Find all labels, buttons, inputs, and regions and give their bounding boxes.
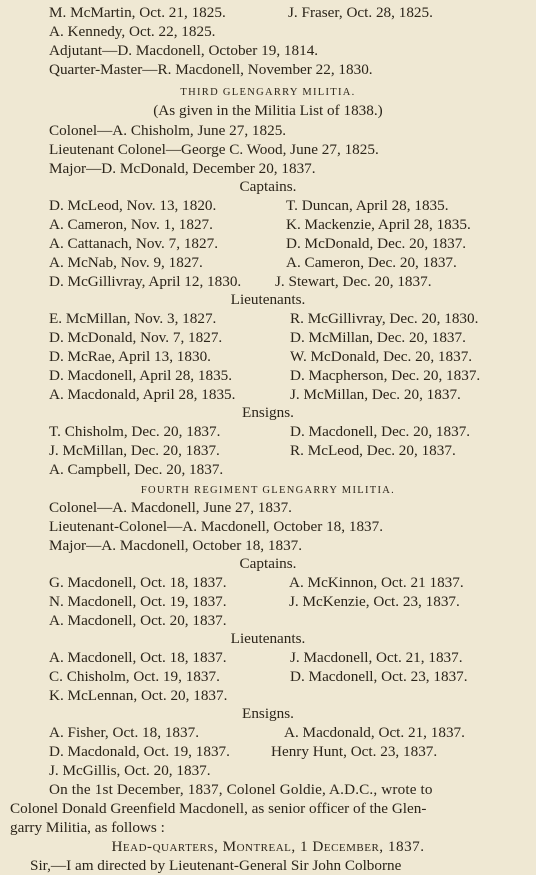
section-heading: THIRD GLENGARRY MILITIA.: [180, 87, 356, 98]
text-line: A. Cameron, Nov. 1, 1827.: [49, 216, 213, 233]
text-line: G. Macdonell, Oct. 18, 1837.: [49, 574, 227, 591]
letter-header: Head-quarters, Montreal, 1 December, 1837.: [111, 838, 425, 855]
text-line: A. McNab, Nov. 9, 1827.: [49, 254, 203, 271]
text-line-right: J. McKenzie, Oct. 23, 1837.: [289, 593, 460, 610]
text-line-right: T. Duncan, April 28, 1835.: [286, 197, 449, 214]
text-line-right: J. McMillan, Dec. 20, 1837.: [290, 386, 461, 403]
text-line: D. Macdonell, April 28, 1835.: [49, 367, 233, 384]
text-line: D. McLeod, Nov. 13, 1820.: [49, 197, 217, 214]
text-line: Adjutant—D. Macdonell, October 19, 1814.: [49, 42, 319, 59]
text-line: A. Campbell, Dec. 20, 1837.: [49, 461, 224, 478]
text-line: A. Macdonell, Oct. 20, 1837.: [49, 612, 227, 629]
text-line-right: D. McMillan, Dec. 20, 1837.: [290, 329, 466, 346]
text-line: Colonel—A. Chisholm, June 27, 1825.: [49, 122, 287, 139]
text-line-right: D. McDonald, Dec. 20, 1837.: [286, 235, 467, 252]
text-line: D. Macdonald, Oct. 19, 1837.: [49, 743, 230, 760]
section-subheading: (As given in the Militia List of 1838.): [153, 102, 383, 119]
text-line-right: D. Macdonell, Dec. 20, 1837.: [290, 423, 471, 440]
rank-heading: Ensigns.: [242, 705, 294, 722]
paragraph-line: On the 1st December, 1837, Colonel Goldie, A.D.C., wrote to: [49, 781, 433, 798]
text-line-right: D. Macdonell, Oct. 23, 1837.: [290, 668, 468, 685]
paragraph-line: garry Militia, as follows :: [10, 819, 165, 836]
text-line-right: A. Cameron, Dec. 20, 1837.: [286, 254, 457, 271]
text-line-right: J. Macdonell, Oct. 21, 1837.: [290, 649, 463, 666]
text-line: Major—A. Macdonell, October 18, 1837.: [49, 537, 303, 554]
text-line: J. McGillis, Oct. 20, 1837.: [49, 762, 211, 779]
section-heading: FOURTH REGIMENT GLENGARRY MILITIA.: [140, 485, 396, 496]
text-line: A. Fisher, Oct. 18, 1837.: [49, 724, 199, 741]
text-line: T. Chisholm, Dec. 20, 1837.: [49, 423, 221, 440]
text-line-right: D. Macpherson, Dec. 20, 1837.: [290, 367, 481, 384]
text-line: K. McLennan, Oct. 20, 1837.: [49, 687, 228, 704]
text-line: Lieutenant-Colonel—A. Macdonell, October 18, 1837.: [49, 518, 384, 535]
text-line-right: A. Macdonald, Oct. 21, 1837.: [284, 724, 465, 741]
text-line-right: K. Mackenzie, April 28, 1835.: [286, 216, 471, 233]
text-line: E. McMillan, Nov. 3, 1827.: [49, 310, 217, 327]
text-line: Lieutenant Colonel—George C. Wood, June 27, 1825.: [49, 141, 379, 158]
text-line-right: W. McDonald, Dec. 20, 1837.: [290, 348, 473, 365]
text-line: A. Macdonell, Oct. 18, 1837.: [49, 649, 227, 666]
text-line: A. Macdonald, April 28, 1835.: [49, 386, 236, 403]
text-line: A. Cattanach, Nov. 7, 1827.: [49, 235, 218, 252]
text-line-right: Henry Hunt, Oct. 23, 1837.: [271, 743, 438, 760]
letter-line: Sir,—I am directed by Lieutenant-General Sir John Colborne: [30, 857, 402, 874]
text-line-right: J. Stewart, Dec. 20, 1837.: [275, 273, 432, 290]
text-line: D. McRae, April 13, 1830.: [49, 348, 211, 365]
rank-heading: Captains.: [239, 555, 297, 572]
text-line: M. McMartin, Oct. 21, 1825.: [49, 4, 226, 21]
paragraph-line: Colonel Donald Greenfield Macdonell, as senior officer of the Glen-: [10, 800, 427, 817]
text-line-right: J. Fraser, Oct. 28, 1825.: [288, 4, 433, 21]
rank-heading: Lieutenants.: [230, 291, 306, 308]
rank-heading: Captains.: [239, 178, 297, 195]
text-line-right: R. McGillivray, Dec. 20, 1830.: [290, 310, 479, 327]
text-line: J. McMillan, Dec. 20, 1837.: [49, 442, 220, 459]
text-line: D. McDonald, Nov. 7, 1827.: [49, 329, 223, 346]
text-line: Major—D. McDonald, December 20, 1837.: [49, 160, 316, 177]
rank-heading: Ensigns.: [242, 404, 294, 421]
text-line-right: R. McLeod, Dec. 20, 1837.: [290, 442, 456, 459]
text-line-right: A. McKinnon, Oct. 21 1837.: [289, 574, 464, 591]
text-line: Colonel—A. Macdonell, June 27, 1837.: [49, 499, 292, 516]
text-line: D. McGillivray, April 12, 1830.: [49, 273, 242, 290]
rank-heading: Lieutenants.: [230, 630, 306, 647]
text-line: A. Kennedy, Oct. 22, 1825.: [49, 23, 216, 40]
text-line: Quarter-Master—R. Macdonell, November 22, 1830.: [49, 61, 373, 78]
text-line: C. Chisholm, Oct. 19, 1837.: [49, 668, 220, 685]
text-line: N. Macdonell, Oct. 19, 1837.: [49, 593, 227, 610]
